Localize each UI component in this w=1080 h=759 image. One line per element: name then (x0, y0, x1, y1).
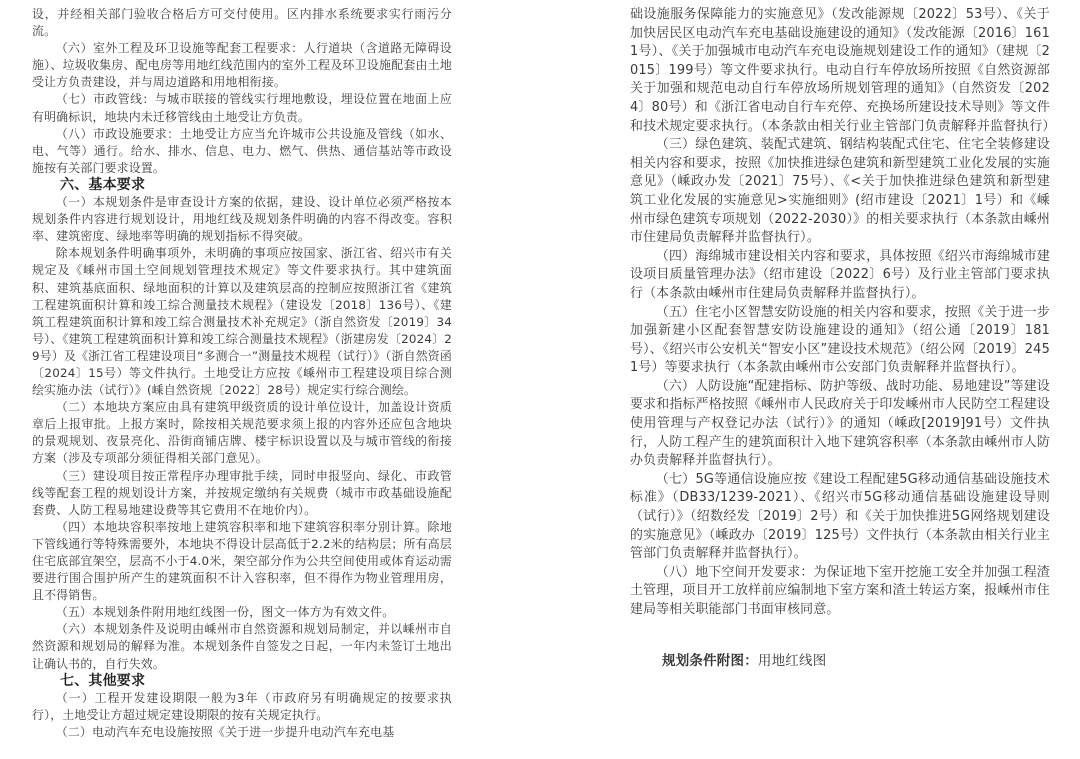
right-column (630, 6, 1056, 670)
paragraph: 础设施服务保障能力的实施意见》（发改能源规〔2022〕53号）、《关于加快居民区电动汽车充电基础设施建设的通知》（发改能源〔2016〕1611号）、《关于加强城市电动汽车充电设施规划建设工作的通知》（建规〔2015〕199号）等文件要求执行。电动自行车停放场所按照《自然资源部关于加强和规范电动自行车停放场所规划管理的通知》（自然资发〔2024〕80号）和《浙江省电动自行车充停、充换场所建设技术导则》等文件和技术规定要求执行。（本条款由相关行业主管部门负责解释并监督执行） (630, 7, 1056, 134)
paragraph: （三）建设项目按正常程序办理审批手续，同时申报竖向、绿化、市政管线等配套工程的规划设计方案，并按规定缴纳有关规费（城市市政基础设施配套费、人防工程易地建设费等其它费用不在地价内）。 (32, 468, 452, 517)
paragraph: （三）绿色建筑、装配式建筑、钢结构装配式住宅、住宅全装修建设相关内容和要求，按照《加快推进绿色建筑和新型建筑工业化发展的实施意见》（嵊政办发〔2021〕75号）、《<关于加快推进绿色建筑和新型建筑工业化发展的实施意见>实施细则》(绍市建设〔2021〕1号）和《嵊州市绿色建筑专项规划（2022-2030）》的相关要求执行（本条款由嵊州市住建局负责解释并监督执行）。 (630, 137, 1050, 246)
section-heading: 六、基本要求 (60, 176, 146, 193)
paragraph: （六）室外工程及环卫设施等配套工程要求：人行道块（含道路无障碍设施）、垃圾收集房、配电房等用地红线范围内的室外工程及环卫设施配套由土地受让方负责建设，并与周边道路和用地相衔接。 (32, 41, 452, 90)
section-heading: 七、其他要求 (60, 672, 146, 689)
paragraph: （八）地下空间开发要求：为保证地下室开挖施工安全并加强工程渣土管理，项目开工放样前应编制地下室方案和渣土转运方案，报嵊州市住建局等相关职能部门书面审核同意。 (630, 564, 1050, 617)
paragraph: （二）电动汽车充电设施按照《关于进一步提升电动汽车充电基 (55, 724, 395, 739)
paragraph: 除本规划条件明确事项外，未明确的事项应按国家、浙江省、绍兴市有关规定及《嵊州市国土空间规划管理技术规定》等文件要求执行。其中建筑面积、建筑基底面积、绿地面积的计算以及建筑层高的控制应按照浙江省《建筑工程建筑面积计算和竣工综合测量技术规程》（建设发〔2018〕136号）、《建筑工程建筑面积计算和竣工综合测量技术补充规定》（浙自然资发〔2019〕34号）、《建筑工程建筑面积计算和竣工综合测量技术规程》（浙建房发〔2024〕29号）及《浙江省工程建设项目“多测合一”测量技术规程（试行）》（浙自然资函〔2024〕15号）等文件执行。土地受让方应按《嵊州市工程建设项目综合测绘实施办法（试行）》(嵊自然资规〔2022〕28号）规定实行综合测绘。 (32, 246, 452, 398)
paragraph: （八）市政设施要求：土地受让方应当允许城市公共设施及管线（如水、电、气等）通行。给水、排水、信息、电力、燃气、供热、通信基站等市政设施按有关部门要求设置。 (32, 126, 452, 175)
paragraph: （四）本地块容积率按地上建筑容积率和地下建筑容积率分别计算。除地下管线通行等特殊需要外，本地块不得设计层高低于2.2米的结构层；所有高层住宅底部宜架空，层高不小于4.0米，架空部分作为公共空间使用或体育运动需要进行围合围护所产生的建筑面积不计入容积率，但不得作为物业管理用房，且不得销售。 (32, 519, 452, 603)
paragraph: （七）5G等通信设施应按《建设工程配建5G移动通信基础设施技术标准》（DB33/1239-2021）、《绍兴市5G移动通信基础设施建设导则（试行）》（绍数经发〔2019〕2号）和《关于加快推进5G网络规划建设的实施意见》（嵊政办〔2019〕125号）文件执行（本条款由相关行业主管部门负责解释并监督执行）。 (630, 471, 1050, 562)
paragraph: （六）人防设施“配建指标、防护等级、战时功能、易地建设”等建设要求和指标严格按照《嵊州市人民政府关于印发嵊州市人民防空工程建设使用管理与产权登记办法（试行）》的通知（嵊政[2019]91号）文件执行，人防工程产生的建筑面积计入地下建筑容积率（本条款由嵊州市人防办负责解释并监督执行）。 (630, 378, 1050, 469)
paragraph: （二）本地块方案应由具有建筑甲级资质的设计单位设计，加盖设计资质章后上报审批。上报方案时，除按相关规范要求须上报的内容外还应包含地块的景观规划、夜景亮化、沿街商铺店牌、楼宇标识设置以及与城市管线的衔接方案（涉及专项部分须征得相关部门意见）。 (32, 400, 452, 466)
paragraph: （一）本规划条件是审查设计方案的依据，建设、设计单位必须严格按本规划条件内容进行规划设计，用地红线及规划条件明确的内容不得改变。容积率、建筑密度、绿地率等明确的规划指标不得突破。 (32, 195, 452, 244)
paragraph: （五）本规划条件附用地红线图一份，图文一体方为有效文件。 (55, 605, 395, 620)
paragraph: （七）市政管线：与城市联接的管线实行埋地敷设，埋设位置在地面上应有明确标识，地块内未迁移管线由土地受让方负责。 (32, 92, 452, 124)
paragraph: （六）本规划条件及说明由嵊州市自然资源和规划局制定，并以嵊州市自然资源和规划局的解释为准。本规划条件自签发之日起，一年内未签订土地出让确认书的，自行失效。 (32, 622, 452, 671)
paragraph: 设，并经相关部门验收合格后方可交付使用。区内排水系统要求实行雨污分流。 (32, 7, 452, 39)
paragraph: （四）海绵城市建设相关内容和要求，具体按照《绍兴市海绵城市建设项目质量管理办法》（绍市建设〔2022〕6号）及行业主管部门要求执行（本条款由嵊州市住建局负责解释并监督执行）。 (630, 248, 1050, 301)
appendix-label: 规划条件附图： (662, 652, 758, 669)
appendix-caption (630, 652, 1050, 671)
appendix-value: 用地红线图 (757, 652, 827, 669)
paragraph: （五）住宅小区智慧安防设施的相关内容和要求，按照《关于进一步加强新建小区配套智慧安防设施建设的通知》（绍公通〔2019〕181号）、《绍兴市公安机关“智安小区”建设技术规范》（绍公网〔2019〕2451号）等要求执行（本条款由嵊州市公安部门负责解释并监督执行）。 (630, 304, 1050, 376)
left-column (32, 6, 452, 741)
paragraph: （一）工程开发建设期限一般为3年（市政府另有明确规定的按要求执行），土地受让方超过规定建设期限的按有关规定执行。 (32, 690, 452, 722)
